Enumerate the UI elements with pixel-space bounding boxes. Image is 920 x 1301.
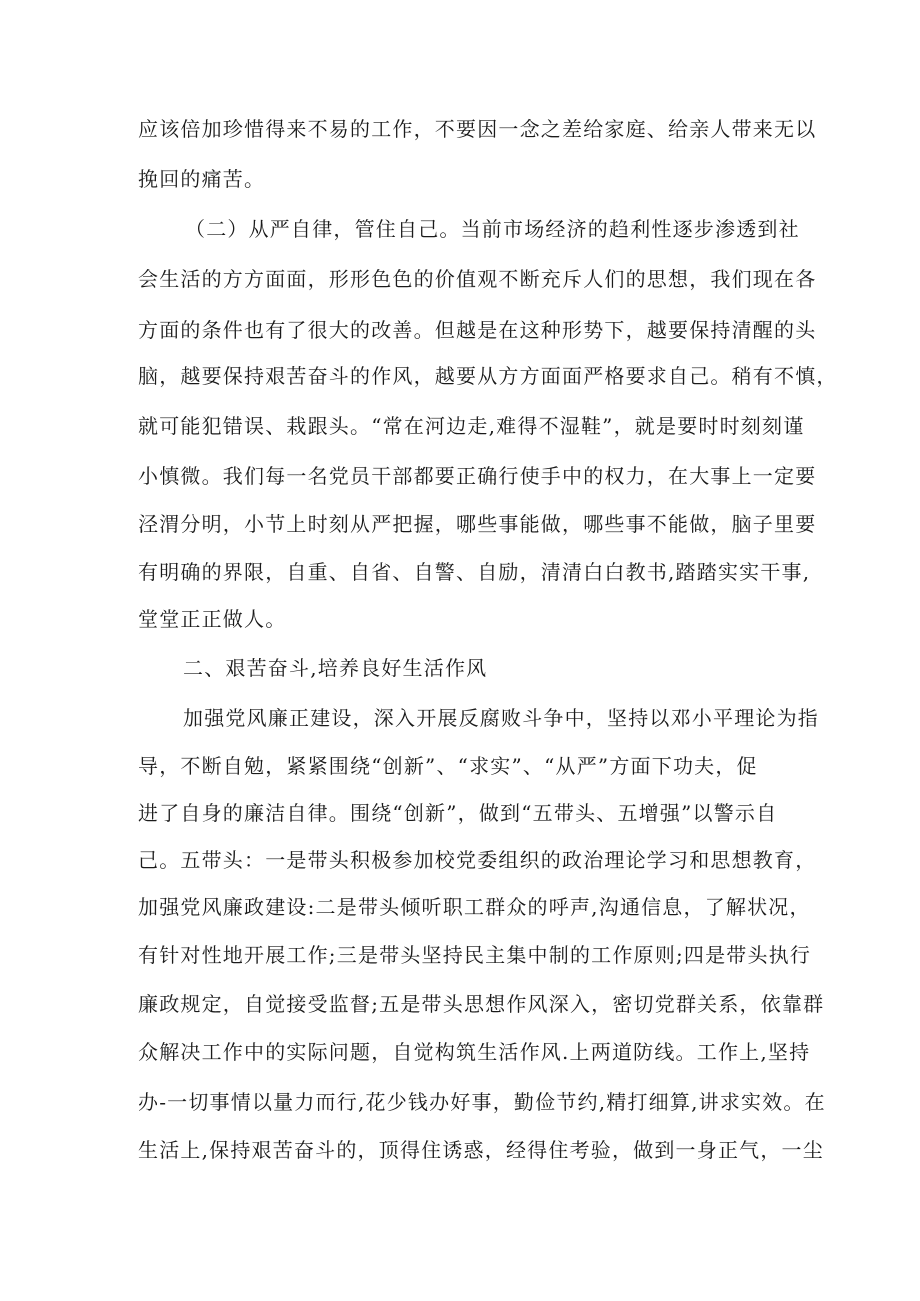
- text-line: 己。五带头：一是带头积极参加校党委组织的政治理论学习和思想教育，: [138, 848, 817, 872]
- text-line: 廉政规定，自觉接受监督;五是带头思想作风深入，密切党群关系，依靠群: [138, 992, 825, 1016]
- text-line: 泾渭分明，小节上时刻从严把握，哪些事能做，哪些事不能做，脑子里要: [138, 512, 817, 536]
- text-line: （二）从严自律，管住自己。当前市场经济的趋利性逐步渗透到社: [185, 217, 800, 241]
- text-line: 有明确的界限，自重、自省、自警、自励，清清白白教书,踏踏实实干事,: [138, 560, 811, 584]
- text-line: 进了自身的廉洁自律。围绕“创新”，做到“五带头、五增强”以警示自: [138, 801, 778, 825]
- text-line: 脑，越要保持艰苦奋斗的作风，越要从方方面面严格要求自己。稍有不慎，: [138, 364, 838, 388]
- text-line: 生活上,保持艰苦奋斗的，顶得住诱惑，经得住考验，做到一身正气，一尘: [138, 1138, 824, 1162]
- text-line: 方面的条件也有了很大的改善。但越是在这种形势下，越要保持清醒的头: [138, 318, 817, 342]
- text-line: 办-一切事情以量力而行,花少钱办好事，勤俭节约,精打细算,讲求实效。在: [138, 1090, 826, 1114]
- text-line: 会生活的方方面面，形形色色的价值观不断充斥人们的思想，我们现在各: [138, 267, 817, 291]
- text-line: 加强党风廉政建设:二是带头倾听职工群众的呼声,沟通信息，了解状况，: [138, 895, 811, 919]
- text-line: 堂堂正正做人。: [138, 607, 287, 631]
- text-line: 就可能犯错误、栽跟头。“常在河边走,难得不湿鞋”，就是要时时刻刻谨: [138, 414, 805, 438]
- text-line: 小慎微。我们每一名党员干部都要正确行使手中的权力，在大事上一定要: [138, 464, 817, 488]
- text-line: 导，不断自勉，紧紧围绕“创新”、“求实”、“从严”方面下功夫，促: [138, 754, 758, 778]
- text-line: 众解决工作中的实际问题，自觉构筑生活作风.上两道防线。工作上,坚持: [138, 1040, 811, 1064]
- text-line: 挽回的痛苦。: [138, 167, 266, 191]
- text-line: 应该倍加珍惜得来不易的工作，不要因一念之差给家庭、给亲人带来无以: [138, 117, 817, 141]
- text-line: 加强党风廉正建设，深入开展反腐败斗争中，坚持以邓小平理论为指: [183, 706, 819, 730]
- text-line: 有针对性地开展工作;三是带头坚持民主集中制的工作原则;四是带头执行: [138, 943, 812, 967]
- section-heading: 二、艰苦奋斗,培养良好生活作风: [183, 656, 488, 680]
